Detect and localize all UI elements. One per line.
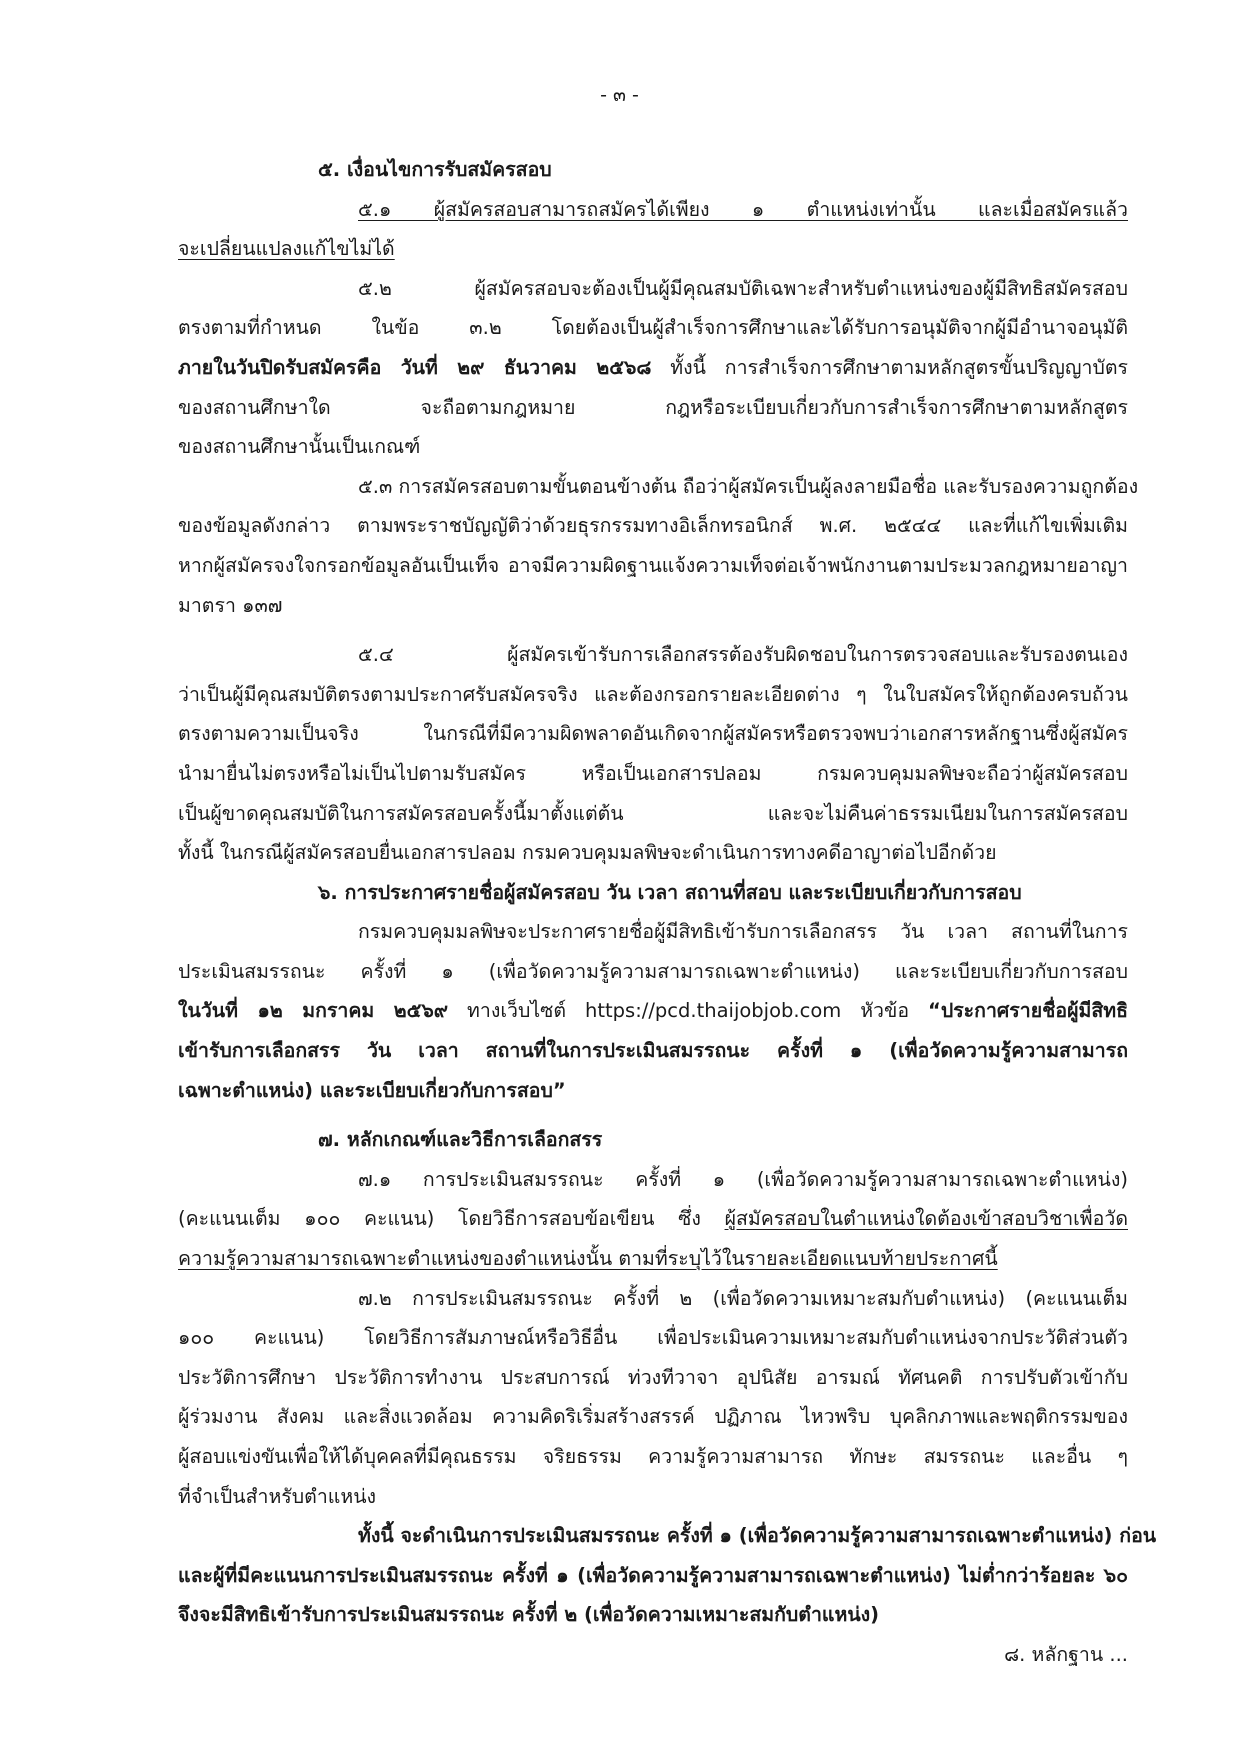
section-5-4-line-3: ตรงตามความเป็นจริง ในกรณีที่มีความผิดพลาดอันเกิดจากผู้สมัครหรือตรวจพบว่าเอกสารหลักฐานซึ่งผู้สมัคร <box>178 722 1128 746</box>
application-deadline: ภายในวันปิดรับสมัครคือ วันที่ ๒๙ ธันวาคม ๒๕๖๘ <box>178 355 652 379</box>
section-5-3-line-4: มาตรา ๑๓๗ <box>178 593 283 617</box>
section-7-1-line-3 <box>178 1239 1128 1279</box>
section-7-note-line-1: ทั้งนี้ จะดำเนินการประเมินสมรรถนะ ครั้งที่ ๑ (เพื่อวัดความรู้ความสามารถเฉพาะตำแหน่ง) ก่อน <box>358 1524 1157 1548</box>
section-6-line-4: เข้ารับการเลือกสรร วัน เวลา สถานที่ในการประเมินสมรรถนะ ครั้งที่ ๑ (เพื่อวัดความรู้ความสามารถ <box>178 1039 1128 1063</box>
section-5-4-line-1: ๕.๔ ผู้สมัครเข้ารับการเลือกสรรต้องรับผิดชอบในการตรวจสอบและรับรองตนเอง <box>358 643 1128 667</box>
section-6-line-3-mid: ทางเว็บไซต์ https://pcd.thaijobjob.com หัวข้อ <box>448 999 928 1023</box>
section-6-heading: ๖. การประกาศรายชื่อผู้สมัครสอบ วัน เวลา สถานที่สอบ และระเบียบเกี่ยวกับการสอบ <box>318 880 1022 904</box>
section-7-2-line-1: ๗.๒ การประเมินสมรรถนะ ครั้งที่ ๒ (เพื่อวัดความเหมาะสมกับตำแหน่ง) (คะแนนเต็ม <box>358 1286 1128 1310</box>
continuation-marker: ๘. หลักฐาน ... <box>1004 1642 1128 1666</box>
section-7-heading: ๗. หลักเกณฑ์และวิธีการเลือกสรร <box>318 1128 603 1152</box>
section-7-1-line-3-underlined: ความรู้ความสามารถเฉพาะตำแหน่งของตำแหน่งนั้น ตามที่ระบุไว้ในรายละเอียดแนบท้ายประกาศนี้ <box>178 1247 998 1271</box>
section-7-note-line-2: และผู้ที่มีคะแนนการประเมินสมรรถนะ ครั้งที่ ๑ (เพื่อวัดความรู้ความสามารถเฉพาะตำแหน่ง) ไม่ต่ำกว่าร้อยละ ๖๐ <box>178 1563 1128 1587</box>
announcement-topic-start: “ประกาศรายชื่อผู้มีสิทธิ <box>928 999 1129 1023</box>
announcement-date: ในวันที่ ๑๒ มกราคม ๒๕๖๙ <box>178 999 449 1023</box>
section-7-note-line-3: จึงจะมีสิทธิเข้ารับการประเมินสมรรถนะ ครั้งที่ ๒ (เพื่อวัดความเหมาะสมกับตำแหน่ง) <box>178 1603 880 1627</box>
section-6-line-1: กรมควบคุมมลพิษจะประกาศรายชื่อผู้มีสิทธิเข้ารับการเลือกสรร วัน เวลา สถานที่ในการ <box>358 920 1128 944</box>
section-7-2-line-5: ผู้สอบแข่งขันเพื่อให้ได้บุคคลที่มีคุณธรรม จริยธรรม ความรู้ความสามารถ ทักษะ สมรรถนะ และอื่น ๆ <box>178 1445 1128 1468</box>
section-5-2-line-1: ๕.๒ ผู้สมัครสอบจะต้องเป็นผู้มีคุณสมบัติเฉพาะสำหรับตำแหน่งของผู้มีสิทธิสมัครสอบ <box>358 276 1128 300</box>
section-5-heading: ๕. เงื่อนไขการรับสมัครสอบ <box>318 158 552 181</box>
document-body <box>178 150 1157 1675</box>
section-5-2-line-2: ตรงตามที่กำหนด ในข้อ ๓.๒ โดยต้องเป็นผู้สำเร็จการศึกษาและได้รับการอนุมัติจากผู้มีอำนาจอนุมัติ <box>178 316 1128 340</box>
section-5-2-line-3 <box>178 348 1128 388</box>
section-5-1-line-2 <box>178 229 1128 269</box>
section-5-2-line-5: ของสถานศึกษานั้นเป็นเกณฑ์ <box>178 435 421 459</box>
section-5-2-line-3-rest: ทั้งนี้ การสำเร็จการศึกษาตามหลักสูตรขั้นปริญญาบัตร <box>651 355 1128 379</box>
section-7-2-line-4: ผู้ร่วมงาน สังคม และสิ่งแวดล้อม ความคิดริเริ่มสร้างสรรค์ ปฏิภาณ ไหวพริบ บุคลิกภาพและพฤติกรรมของ <box>178 1405 1128 1429</box>
section-6-line-3 <box>178 991 1128 1031</box>
section-6-line-5: เฉพาะตำแหน่ง) และระเบียบเกี่ยวกับการสอบ” <box>178 1078 566 1102</box>
section-7-2-line-3: ประวัติการศึกษา ประวัติการทำงาน ประสบการณ์ ท่วงทีวาจา อุปนิสัย อารมณ์ ทัศนคติ การปรับตัวเข้ากับ <box>178 1365 1128 1389</box>
section-6-line-2: ประเมินสมรรถนะ ครั้งที่ ๑ (เพื่อวัดความรู้ความสามารถเฉพาะตำแหน่ง) และระเบียบเกี่ยวกับการสอบ <box>178 959 1128 983</box>
section-5-1-text-1: ๕.๑ ผู้สมัครสอบสามารถสมัครได้เพียง ๑ ตำแหน่งเท่านั้น และเมื่อสมัครแล้ว <box>358 197 1128 221</box>
section-5-2-line-4: ของสถานศึกษาใด จะถือตามกฎหมาย กฎหรือระเบียบเกี่ยวกับการสำเร็จการศึกษาตามหลักสูตร <box>178 395 1128 419</box>
page-number: - ๓ - <box>600 84 639 106</box>
section-7-1-line-1: ๗.๑ การประเมินสมรรถนะ ครั้งที่ ๑ (เพื่อวัดความรู้ความสามารถเฉพาะตำแหน่ง) <box>358 1167 1128 1191</box>
section-5-4-line-2: ว่าเป็นผู้มีคุณสมบัติตรงตามประกาศรับสมัครจริง และต้องกรอกรายละเอียดต่าง ๆ ในใบสมัครให้ถูกต้องครบถ้วน <box>178 682 1128 706</box>
section-5-1-text-2: จะเปลี่ยนแปลงแก้ไขไม่ได้ <box>178 237 395 261</box>
section-7-1-line-2 <box>178 1199 1128 1239</box>
section-7-2-line-6: ที่จำเป็นสำหรับตำแหน่ง <box>178 1484 377 1508</box>
section-5-3-line-1: ๕.๓ การสมัครสอบตามขั้นตอนข้างต้น ถือว่าผู้สมัครเป็นผู้ลงลายมือชื่อ และรับรองความถูกต้อง <box>358 474 1139 498</box>
section-5-4-line-6: ทั้งนี้ ในกรณีผู้สมัครสอบยื่นเอกสารปลอม กรมควบคุมมลพิษจะดำเนินการทางคดีอาญาต่อไปอีกด้วย <box>178 841 997 865</box>
section-7-1-line-2-underlined: ผู้สมัครสอบในตำแหน่งใดต้องเข้าสอบวิชาเพื่อวัด <box>724 1207 1128 1231</box>
section-5-3-line-2: ของข้อมูลดังกล่าว ตามพระราชบัญญัติว่าด้วยธุรกรรมทางอิเล็กทรอนิกส์ พ.ศ. ๒๕๔๔ และที่แก้ไขเพิ่มเติม <box>178 514 1128 538</box>
section-7-2-line-2: ๑๐๐ คะแนน) โดยวิธีการสัมภาษณ์หรือวิธีอื่น เพื่อประเมินความเหมาะสมกับตำแหน่งจากประวัติส่วนตัว <box>178 1326 1128 1350</box>
section-5-4-line-4: นำมายื่นไม่ตรงหรือไม่เป็นไปตามรับสมัคร หรือเป็นเอกสารปลอม กรมควบคุมมลพิษจะถือว่าผู้สมัครสอบ <box>178 761 1128 785</box>
section-5-1-line-1 <box>178 190 1128 230</box>
section-7-1-line-2-plain: (คะแนนเต็ม ๑๐๐ คะแนน) โดยวิธีการสอบข้อเขียน ซึ่ง <box>178 1207 725 1231</box>
section-5-4-line-5: เป็นผู้ขาดคุณสมบัติในการสมัครสอบครั้งนี้มาตั้งแต่ต้น และจะไม่คืนค่าธรรมเนียมในการสมัครสอบ <box>178 801 1128 825</box>
section-5-3-line-3: หากผู้สมัครจงใจกรอกข้อมูลอันเป็นเท็จ อาจมีความผิดฐานแจ้งความเท็จต่อเจ้าพนักงานตามประมวลกฎหมายอาญา <box>178 553 1128 577</box>
